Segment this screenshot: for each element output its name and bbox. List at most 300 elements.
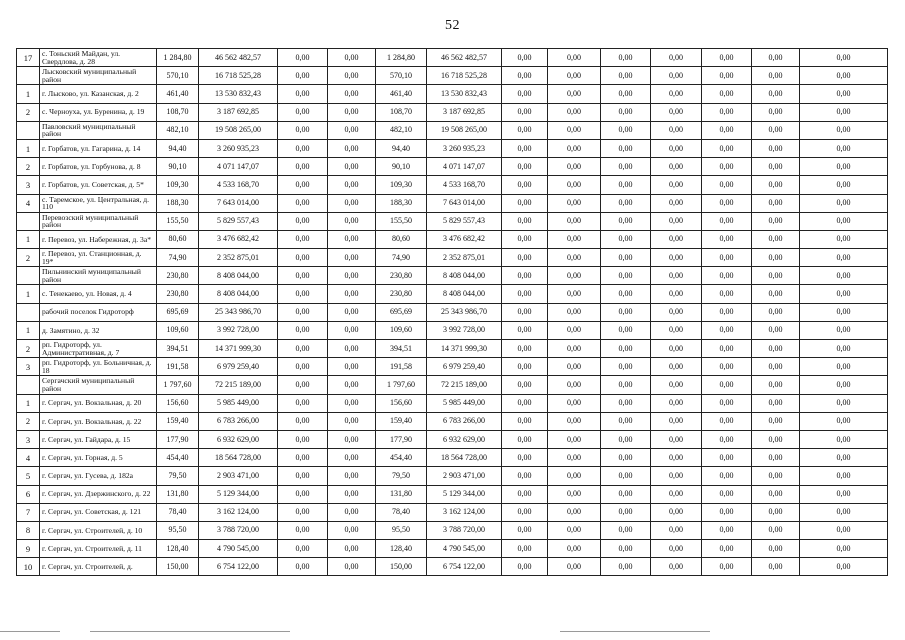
value-cell: 0,00 (502, 503, 548, 521)
table-row (17, 449, 888, 467)
value-cell: 0,00 (548, 230, 601, 248)
table-row (17, 558, 888, 576)
value-cell: 461,40 (376, 85, 427, 103)
value-cell: 2 352 875,01 (199, 249, 278, 267)
value-cell: 0,00 (328, 49, 376, 67)
value-cell: 0,00 (601, 158, 651, 176)
value-cell: 6 754 122,00 (199, 558, 278, 576)
row-number-cell: 1 (17, 230, 40, 248)
value-cell: 0,00 (278, 230, 328, 248)
value-cell: 0,00 (548, 321, 601, 339)
row-number-cell: 1 (17, 394, 40, 412)
value-cell: 0,00 (752, 176, 800, 194)
value-cell: 0,00 (651, 85, 702, 103)
value-cell: 0,00 (601, 449, 651, 467)
value-cell: 0,00 (601, 85, 651, 103)
value-cell: 5 129 344,00 (199, 485, 278, 503)
value-cell: 7 643 014,00 (199, 194, 278, 212)
value-cell: 5 829 557,43 (199, 212, 278, 230)
row-number-cell: 4 (17, 449, 40, 467)
value-cell: 155,50 (157, 212, 199, 230)
value-cell: 0,00 (651, 412, 702, 430)
value-cell: 0,00 (601, 521, 651, 539)
value-cell: 0,00 (702, 340, 752, 358)
value-cell: 0,00 (502, 321, 548, 339)
value-cell: 0,00 (702, 376, 752, 394)
value-cell: 0,00 (800, 503, 888, 521)
value-cell: 0,00 (800, 85, 888, 103)
value-cell: 0,00 (702, 503, 752, 521)
value-cell: 0,00 (328, 321, 376, 339)
district-name-cell: Пильнинский муниципальный район (40, 267, 157, 285)
address-cell: г. Сергач, ул. Строителей, д. 10 (40, 521, 157, 539)
value-cell: 0,00 (601, 67, 651, 85)
value-cell: 0,00 (752, 49, 800, 67)
value-cell: 0,00 (800, 521, 888, 539)
row-number-cell: 1 (17, 85, 40, 103)
table-row (17, 503, 888, 521)
value-cell: 0,00 (502, 249, 548, 267)
value-cell: 3 187 692,85 (427, 103, 502, 121)
bottom-edge-line (90, 631, 290, 632)
value-cell: 0,00 (502, 139, 548, 157)
value-cell: 94,40 (376, 139, 427, 157)
value-cell: 3 260 935,23 (199, 139, 278, 157)
value-cell: 46 562 482,57 (199, 49, 278, 67)
value-cell: 0,00 (601, 394, 651, 412)
value-cell: 78,40 (376, 503, 427, 521)
value-cell: 177,90 (376, 430, 427, 448)
bottom-edge-line (0, 631, 60, 632)
value-cell: 18 564 728,00 (427, 449, 502, 467)
value-cell: 0,00 (548, 103, 601, 121)
value-cell: 0,00 (328, 230, 376, 248)
district-name-cell: Лысковский муниципальный район (40, 67, 157, 85)
value-cell: 6 932 629,00 (199, 430, 278, 448)
value-cell: 0,00 (278, 558, 328, 576)
value-cell: 0,00 (702, 212, 752, 230)
value-cell: 0,00 (651, 503, 702, 521)
value-cell: 0,00 (800, 485, 888, 503)
value-cell: 6 979 259,40 (199, 358, 278, 376)
value-cell: 230,80 (376, 285, 427, 303)
value-cell: 0,00 (702, 158, 752, 176)
value-cell: 394,51 (376, 340, 427, 358)
value-cell: 188,30 (157, 194, 199, 212)
table-row (17, 321, 888, 339)
value-cell: 79,50 (376, 467, 427, 485)
value-cell: 0,00 (502, 194, 548, 212)
value-cell: 570,10 (376, 67, 427, 85)
address-cell: г. Горбатов, ул. Советская, д. 5* (40, 176, 157, 194)
value-cell: 16 718 525,28 (199, 67, 278, 85)
table-row (17, 340, 888, 358)
value-cell: 1 284,80 (376, 49, 427, 67)
value-cell: 0,00 (800, 285, 888, 303)
row-number-cell: 1 (17, 321, 40, 339)
value-cell: 0,00 (328, 376, 376, 394)
value-cell: 0,00 (502, 467, 548, 485)
address-cell: с. Тенекаево, ул. Новая, д. 4 (40, 285, 157, 303)
value-cell: 0,00 (502, 176, 548, 194)
value-cell: 109,60 (157, 321, 199, 339)
address-cell: г. Сергач, ул. Гусева, д. 182а (40, 467, 157, 485)
row-number-cell: 2 (17, 412, 40, 430)
value-cell: 95,50 (157, 521, 199, 539)
page-number: 52 (445, 18, 460, 33)
value-cell: 0,00 (328, 212, 376, 230)
value-cell: 3 476 682,42 (199, 230, 278, 248)
value-cell: 0,00 (601, 540, 651, 558)
value-cell: 0,00 (278, 249, 328, 267)
value-cell: 0,00 (328, 521, 376, 539)
value-cell: 0,00 (278, 485, 328, 503)
value-cell: 230,80 (157, 267, 199, 285)
value-cell: 0,00 (702, 121, 752, 139)
value-cell: 0,00 (752, 67, 800, 85)
row-number-cell (17, 121, 40, 139)
value-cell: 0,00 (752, 540, 800, 558)
value-cell: 0,00 (548, 49, 601, 67)
value-cell: 0,00 (548, 521, 601, 539)
value-cell: 0,00 (752, 394, 800, 412)
value-cell: 3 162 124,00 (199, 503, 278, 521)
value-cell: 72 215 189,00 (427, 376, 502, 394)
value-cell: 0,00 (702, 321, 752, 339)
value-cell: 0,00 (502, 285, 548, 303)
value-cell: 0,00 (278, 321, 328, 339)
value-cell: 6 754 122,00 (427, 558, 502, 576)
value-cell: 0,00 (328, 158, 376, 176)
value-cell: 150,00 (157, 558, 199, 576)
value-cell: 0,00 (702, 67, 752, 85)
value-cell: 6 979 259,40 (427, 358, 502, 376)
value-cell: 0,00 (548, 412, 601, 430)
row-number-cell: 7 (17, 503, 40, 521)
value-cell: 0,00 (328, 540, 376, 558)
value-cell: 0,00 (651, 121, 702, 139)
value-cell: 0,00 (800, 540, 888, 558)
value-cell: 3 476 682,42 (427, 230, 502, 248)
value-cell: 0,00 (651, 267, 702, 285)
value-cell: 0,00 (651, 467, 702, 485)
value-cell: 0,00 (752, 303, 800, 321)
value-cell: 482,10 (157, 121, 199, 139)
value-cell: 0,00 (548, 503, 601, 521)
value-cell: 4 071 147,07 (199, 158, 278, 176)
value-cell: 0,00 (548, 139, 601, 157)
value-cell: 191,58 (376, 358, 427, 376)
value-cell: 0,00 (502, 430, 548, 448)
value-cell: 0,00 (548, 194, 601, 212)
value-cell: 0,00 (752, 267, 800, 285)
value-cell: 0,00 (752, 412, 800, 430)
value-cell: 0,00 (502, 358, 548, 376)
value-cell: 0,00 (278, 521, 328, 539)
value-cell: 0,00 (702, 394, 752, 412)
value-cell: 0,00 (702, 103, 752, 121)
value-cell: 90,10 (157, 158, 199, 176)
value-cell: 19 508 265,00 (427, 121, 502, 139)
value-cell: 156,60 (157, 394, 199, 412)
address-cell: г. Перевоз, ул. Станционная, д. 19* (40, 249, 157, 267)
value-cell: 4 533 168,70 (427, 176, 502, 194)
district-name-cell: Павловский муниципальный район (40, 121, 157, 139)
table-row (17, 49, 888, 67)
value-cell: 4 790 545,00 (199, 540, 278, 558)
value-cell: 0,00 (651, 340, 702, 358)
value-cell: 0,00 (702, 521, 752, 539)
value-cell: 46 562 482,57 (427, 49, 502, 67)
row-number-cell: 1 (17, 139, 40, 157)
value-cell: 0,00 (800, 230, 888, 248)
value-cell: 5 985 449,00 (427, 394, 502, 412)
value-cell: 0,00 (328, 139, 376, 157)
housing-register-table (16, 48, 888, 576)
value-cell: 0,00 (548, 121, 601, 139)
value-cell: 230,80 (157, 285, 199, 303)
address-cell: с. Черноуха, ул. Буренина, д. 19 (40, 103, 157, 121)
district-subtotal-row (17, 67, 888, 85)
value-cell: 0,00 (800, 212, 888, 230)
value-cell: 695,69 (157, 303, 199, 321)
value-cell: 0,00 (752, 467, 800, 485)
row-number-cell: 2 (17, 158, 40, 176)
value-cell: 0,00 (278, 394, 328, 412)
value-cell: 461,40 (157, 85, 199, 103)
value-cell: 0,00 (601, 467, 651, 485)
table-row (17, 139, 888, 157)
district-name-cell: Сергачский муниципальный район (40, 376, 157, 394)
value-cell: 0,00 (548, 303, 601, 321)
value-cell: 695,69 (376, 303, 427, 321)
value-cell: 0,00 (502, 376, 548, 394)
row-number-cell: 3 (17, 176, 40, 194)
value-cell: 155,50 (376, 212, 427, 230)
value-cell: 0,00 (800, 176, 888, 194)
row-number-cell: 2 (17, 340, 40, 358)
value-cell: 0,00 (601, 412, 651, 430)
bottom-edge-line (560, 631, 710, 632)
value-cell: 0,00 (752, 85, 800, 103)
value-cell: 13 530 832,43 (199, 85, 278, 103)
district-subtotal-row (17, 267, 888, 285)
value-cell: 0,00 (651, 485, 702, 503)
value-cell: 0,00 (651, 67, 702, 85)
value-cell: 0,00 (800, 303, 888, 321)
value-cell: 394,51 (157, 340, 199, 358)
value-cell: 0,00 (601, 376, 651, 394)
value-cell: 0,00 (702, 285, 752, 303)
value-cell: 0,00 (502, 103, 548, 121)
value-cell: 0,00 (601, 485, 651, 503)
value-cell: 94,40 (157, 139, 199, 157)
value-cell: 0,00 (328, 285, 376, 303)
value-cell: 0,00 (278, 449, 328, 467)
value-cell: 109,30 (157, 176, 199, 194)
value-cell: 482,10 (376, 121, 427, 139)
value-cell: 0,00 (601, 121, 651, 139)
value-cell: 0,00 (651, 139, 702, 157)
value-cell: 1 284,80 (157, 49, 199, 67)
value-cell: 0,00 (548, 540, 601, 558)
district-subtotal-row (17, 376, 888, 394)
row-number-cell: 2 (17, 249, 40, 267)
value-cell: 454,40 (376, 449, 427, 467)
value-cell: 0,00 (328, 430, 376, 448)
value-cell: 454,40 (157, 449, 199, 467)
value-cell: 4 533 168,70 (199, 176, 278, 194)
address-cell: д. Замятино, д. 32 (40, 321, 157, 339)
value-cell: 0,00 (278, 139, 328, 157)
value-cell: 2 352 875,01 (427, 249, 502, 267)
table-row (17, 540, 888, 558)
value-cell: 0,00 (328, 103, 376, 121)
table-row (17, 412, 888, 430)
value-cell: 0,00 (328, 249, 376, 267)
value-cell: 108,70 (376, 103, 427, 121)
value-cell: 570,10 (157, 67, 199, 85)
value-cell: 0,00 (502, 230, 548, 248)
value-cell: 0,00 (328, 558, 376, 576)
row-number-cell: 5 (17, 467, 40, 485)
value-cell: 0,00 (548, 558, 601, 576)
table-row (17, 285, 888, 303)
value-cell: 0,00 (278, 430, 328, 448)
address-cell: г. Лысково, ул. Казанская, д. 2 (40, 85, 157, 103)
value-cell: 6 783 266,00 (199, 412, 278, 430)
address-cell: г. Сергач, ул. Строителей, д. (40, 558, 157, 576)
value-cell: 0,00 (651, 49, 702, 67)
table-row (17, 85, 888, 103)
value-cell: 0,00 (502, 85, 548, 103)
table-row (17, 194, 888, 212)
value-cell: 0,00 (502, 303, 548, 321)
value-cell: 0,00 (328, 67, 376, 85)
value-cell: 0,00 (278, 49, 328, 67)
row-number-cell: 10 (17, 558, 40, 576)
value-cell: 0,00 (702, 485, 752, 503)
value-cell: 0,00 (328, 194, 376, 212)
value-cell: 3 260 935,23 (427, 139, 502, 157)
value-cell: 0,00 (702, 412, 752, 430)
value-cell: 128,40 (376, 540, 427, 558)
district-name-cell: рабочий поселок Гидроторф (40, 303, 157, 321)
value-cell: 0,00 (328, 394, 376, 412)
value-cell: 0,00 (601, 230, 651, 248)
value-cell: 0,00 (702, 430, 752, 448)
value-cell: 0,00 (800, 103, 888, 121)
value-cell: 0,00 (548, 67, 601, 85)
value-cell: 0,00 (502, 340, 548, 358)
value-cell: 0,00 (502, 540, 548, 558)
value-cell: 0,00 (502, 267, 548, 285)
value-cell: 0,00 (601, 212, 651, 230)
table-body (17, 49, 888, 576)
value-cell: 0,00 (800, 376, 888, 394)
value-cell: 0,00 (328, 412, 376, 430)
table-row (17, 158, 888, 176)
value-cell: 0,00 (548, 340, 601, 358)
table-row (17, 485, 888, 503)
row-number-cell (17, 376, 40, 394)
value-cell: 0,00 (548, 467, 601, 485)
table-row (17, 521, 888, 539)
value-cell: 0,00 (651, 212, 702, 230)
value-cell: 0,00 (278, 67, 328, 85)
value-cell: 0,00 (278, 158, 328, 176)
value-cell: 0,00 (548, 285, 601, 303)
value-cell: 0,00 (752, 249, 800, 267)
value-cell: 0,00 (752, 230, 800, 248)
value-cell: 0,00 (548, 267, 601, 285)
address-cell: г. Горбатов, ул. Горбунова, д. 8 (40, 158, 157, 176)
row-number-cell: 6 (17, 485, 40, 503)
value-cell: 0,00 (548, 212, 601, 230)
value-cell: 0,00 (651, 394, 702, 412)
value-cell: 6 932 629,00 (427, 430, 502, 448)
value-cell: 1 797,60 (157, 376, 199, 394)
row-number-cell: 4 (17, 194, 40, 212)
value-cell: 159,40 (376, 412, 427, 430)
value-cell: 74,90 (376, 249, 427, 267)
value-cell: 0,00 (601, 103, 651, 121)
row-number-cell (17, 212, 40, 230)
value-cell: 0,00 (601, 340, 651, 358)
value-cell: 0,00 (702, 249, 752, 267)
value-cell: 0,00 (702, 358, 752, 376)
table-row (17, 103, 888, 121)
district-subtotal-row (17, 121, 888, 139)
value-cell: 0,00 (702, 194, 752, 212)
table-row (17, 358, 888, 376)
value-cell: 0,00 (651, 158, 702, 176)
table-row (17, 230, 888, 248)
value-cell: 2 903 471,00 (427, 467, 502, 485)
value-cell: 0,00 (601, 430, 651, 448)
value-cell: 0,00 (800, 121, 888, 139)
value-cell: 0,00 (752, 376, 800, 394)
value-cell: 0,00 (651, 285, 702, 303)
value-cell: 3 187 692,85 (199, 103, 278, 121)
value-cell: 79,50 (157, 467, 199, 485)
value-cell: 0,00 (502, 449, 548, 467)
value-cell: 0,00 (651, 558, 702, 576)
address-cell: г. Сергач, ул. Советская, д. 121 (40, 503, 157, 521)
value-cell: 0,00 (752, 212, 800, 230)
value-cell: 0,00 (752, 321, 800, 339)
value-cell: 108,70 (157, 103, 199, 121)
value-cell: 0,00 (601, 267, 651, 285)
value-cell: 0,00 (548, 485, 601, 503)
address-cell: г. Сергач, ул. Строителей, д. 11 (40, 540, 157, 558)
address-cell: г. Сергач, ул. Вокзальная, д. 22 (40, 412, 157, 430)
value-cell: 0,00 (752, 194, 800, 212)
value-cell: 0,00 (502, 49, 548, 67)
value-cell: 0,00 (548, 376, 601, 394)
value-cell: 0,00 (278, 194, 328, 212)
value-cell: 0,00 (800, 394, 888, 412)
value-cell: 109,60 (376, 321, 427, 339)
value-cell: 0,00 (651, 376, 702, 394)
value-cell: 230,80 (376, 267, 427, 285)
value-cell: 0,00 (800, 412, 888, 430)
table-row (17, 176, 888, 194)
row-number-cell: 2 (17, 103, 40, 121)
value-cell: 74,90 (157, 249, 199, 267)
value-cell: 0,00 (702, 449, 752, 467)
district-subtotal-row (17, 212, 888, 230)
